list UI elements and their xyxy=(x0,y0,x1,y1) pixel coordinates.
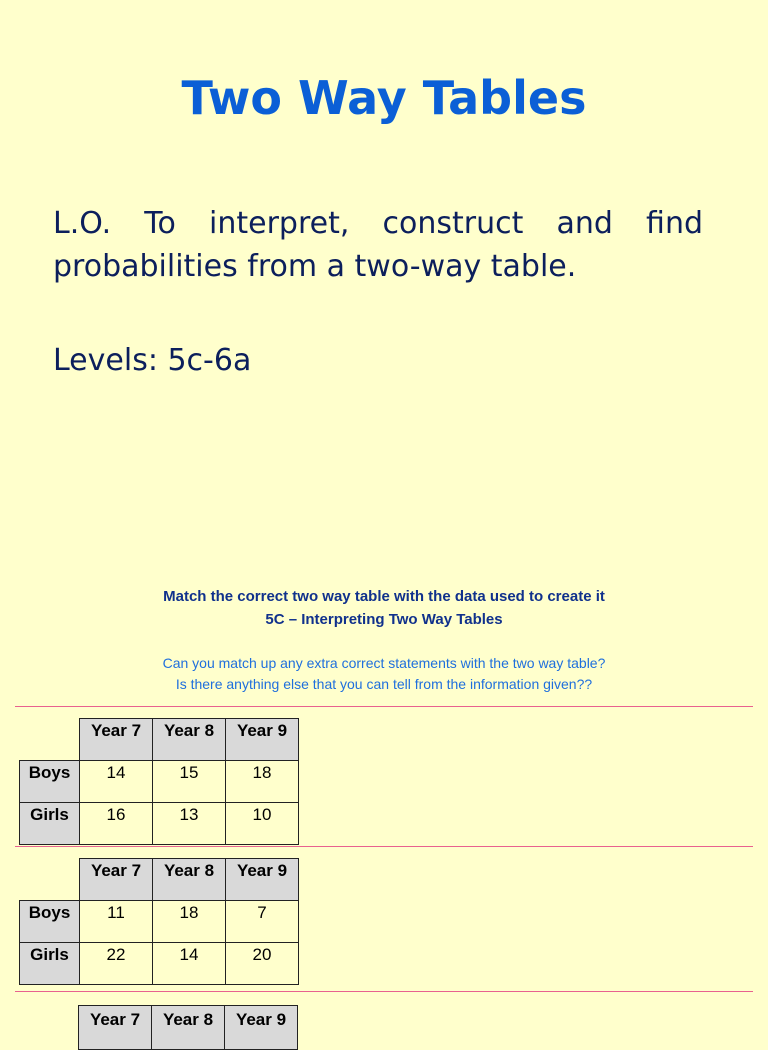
table-corner xyxy=(20,719,80,761)
row-header: Girls xyxy=(20,943,80,985)
table-cell: 14 xyxy=(80,761,153,803)
column-header: Year 8 xyxy=(153,719,226,761)
column-header: Year 8 xyxy=(152,1006,225,1050)
table-row xyxy=(20,901,299,943)
table-cell: 16 xyxy=(80,803,153,845)
table-cell: 15 xyxy=(153,761,226,803)
column-header: Year 7 xyxy=(79,1006,152,1050)
worksheet-questions xyxy=(0,653,768,695)
divider-line xyxy=(15,706,753,707)
table-header-row xyxy=(20,859,299,901)
learning-objective: L.O. To interpret, construct and find probabilities from a two-way table. xyxy=(53,206,703,284)
table-row xyxy=(20,943,299,985)
table-cell: 10 xyxy=(226,803,299,845)
column-header: Year 9 xyxy=(226,859,299,901)
row-header: Boys xyxy=(20,901,80,943)
table-row xyxy=(20,761,299,803)
worksheet-heading-line2: 5C – Interpreting Two Way Tables xyxy=(265,611,503,628)
table-corner xyxy=(20,859,80,901)
column-header: Year 7 xyxy=(80,719,153,761)
row-header: Boys xyxy=(20,761,80,803)
table-header-row xyxy=(20,719,299,761)
table-header-row xyxy=(19,1006,298,1050)
table-row xyxy=(20,803,299,845)
column-header: Year 8 xyxy=(153,859,226,901)
two-way-table-1 xyxy=(19,718,299,845)
two-way-table-2 xyxy=(19,858,299,985)
worksheet-heading-line1: Match the correct two way table with the data used to create it xyxy=(163,588,605,605)
worksheet-question-line2: Is there anything else that you can tell from the information given?? xyxy=(175,676,593,692)
table-cell: 7 xyxy=(226,901,299,943)
column-header: Year 9 xyxy=(225,1006,298,1050)
table-cell: 18 xyxy=(153,901,226,943)
worksheet-question-line1: Can you match up any extra correct statements with the two way table? xyxy=(162,655,606,671)
table-cell: 14 xyxy=(153,943,226,985)
table-cell: 20 xyxy=(226,943,299,985)
worksheet-heading xyxy=(0,585,768,631)
column-header: Year 9 xyxy=(226,719,299,761)
table-cell: 13 xyxy=(153,803,226,845)
divider-line xyxy=(15,846,753,847)
table-cell: 22 xyxy=(80,943,153,985)
row-header: Girls xyxy=(20,803,80,845)
slide-title: Two Way Tables xyxy=(181,71,587,125)
two-way-table-3 xyxy=(19,1005,298,1050)
table-cell: 11 xyxy=(80,901,153,943)
levels-text: Levels: 5c-6a xyxy=(53,343,252,378)
column-header: Year 7 xyxy=(80,859,153,901)
table-corner xyxy=(19,1006,79,1050)
divider-line xyxy=(15,991,753,992)
table-cell: 18 xyxy=(226,761,299,803)
